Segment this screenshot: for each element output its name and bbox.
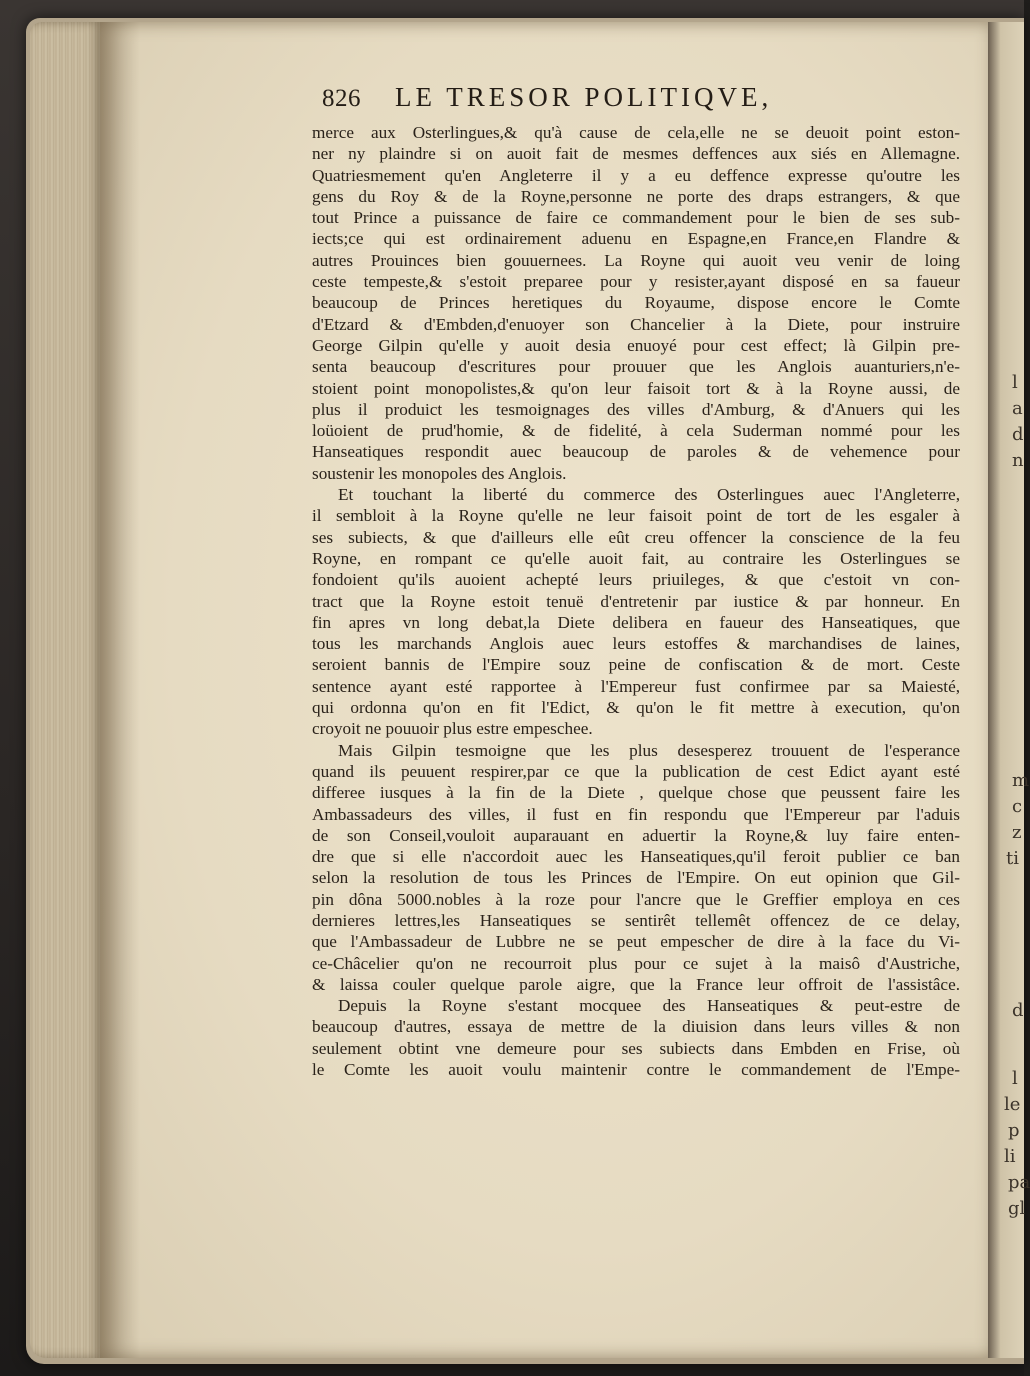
text-line: autres Prouinces bien gouuernees. La Royne qui auoit veu venir de loing (312, 250, 960, 270)
text-line: senta beaucoup d'escritures pour prouuer que les Anglois auanturiers,n'e- (312, 357, 960, 377)
text-line: seulement obtint vne demeure pour ses subiects dans Embden en Frise, où (312, 1038, 960, 1058)
text-line: dernieres lettres,les Hanseatiques se sentirêt tellemêt offencez de ce delay, (312, 910, 960, 930)
text-line: fondoient qu'ils auoient achepté leurs priuileges, & que c'estoit vn con- (312, 570, 960, 590)
facing-page-fragment: c (1012, 796, 1023, 817)
facing-page-fragment: ti (1006, 848, 1019, 869)
text-line: merce aux Osterlingues,& qu'à cause de cela,elle ne se deuoit point eston- (312, 123, 960, 142)
facing-page-fragment: l (1012, 372, 1018, 393)
text-line: Ambassadeurs des villes, il fust en fin respondu que l'Empereur par l'aduis (312, 804, 960, 824)
text-line: differee iusques à la fin de la Diete , quelque chose que peussent faire les (312, 783, 960, 803)
paragraph-start-line: Depuis la Royne s'estant mocquee des Hanseatiques & peut-estre de (338, 996, 960, 1016)
text-line: d'Etzard & d'Embden,d'enuoyer son Chancelier à la Diete, pour instruire (312, 314, 960, 334)
facing-page-fragment: le (1004, 1094, 1021, 1115)
text-line: plus il produict les tesmoignages des villes d'Amburg, & d'Anuers qui les (312, 399, 960, 419)
facing-page-fragment: gl (1008, 1198, 1026, 1219)
page-edges (30, 22, 102, 1358)
text-line: tous les marchands Anglois auec leurs estoffes & marchandises de laines, (312, 634, 960, 654)
page-number: 826 (322, 85, 361, 112)
text-line: & laissa couler quelque parole aigre, que la France leur offroit de l'assistâce. (312, 974, 960, 994)
text-line: tract que la Royne estoit tenuë d'entretenir par iustice & par honneur. En (312, 591, 960, 611)
facing-page-fragment: li (1004, 1146, 1016, 1167)
text-line: gens du Roy & de la Royne,personne ne porte des draps estrangers, & que (312, 186, 960, 206)
text-line: fin apres vn long debat,la Diete delibera en faueur des Hanseatiques, que (312, 612, 960, 632)
text-line: ner ny plaindre si on auoit fait de mesmes deffences aux siés en Allemagne. (312, 144, 960, 164)
running-title: LE TRESOR POLITIQVE, (395, 82, 773, 112)
facing-page-fragment: m (1012, 770, 1030, 791)
page-fold-shadow (100, 22, 140, 1358)
text-line: iects;ce qui est ordinairement aduenu en Espagne,en France,en Flandre & (312, 229, 960, 249)
text-line: ce-Châcelier qu'on ne recourroit plus pour ce sujet à la maisô d'Austriche, (312, 953, 960, 973)
text-line: dre que si elle n'accordoit auec les Hanseatiques,qu'il feroit publier ce ban (312, 847, 960, 867)
text-line: Quatriesmement qu'en Angleterre il y a eu deffence expresse qu'outre les (312, 165, 960, 185)
text-line: soustenir les monopoles des Anglois. (312, 463, 567, 483)
text-line: beaucoup de Princes heretiques du Royaume, dispose encore le Comte (312, 293, 960, 313)
paragraph-start-line: Mais Gilpin tesmoigne que les plus desesperez trouuent de l'esperance (338, 740, 960, 760)
text-line: il sembloit à la Royne qu'elle ne leur faisoit point de tort de les esgaler à (312, 506, 960, 526)
facing-page-fragment: n (1012, 450, 1024, 471)
facing-page-fragment: d (1012, 424, 1024, 445)
facing-page-fragment: d (1012, 1000, 1024, 1021)
paragraph-start-line: Et touchant la liberté du commerce des Osterlingues auec l'Angleterre, (338, 485, 960, 505)
facing-page-fragment: a (1012, 398, 1023, 419)
text-line: sentence ayant esté rapportee à l'Empereur fust confirmee par sa Maiesté, (312, 676, 960, 696)
text-line: tout Prince a puissance de faire ce commandement pour le bien de ses sub- (312, 208, 960, 228)
text-line: loüoient de prud'homie, & de fidelité, à cela Suderman nommé pour les (312, 421, 960, 441)
body-text (312, 122, 960, 1080)
text-line: que l'Ambassadeur de Lubbre ne se peut empescher de dire à la face du Vi- (312, 932, 960, 952)
text-line: Royne, en rompant ce qu'elle auoit fait, au contraire les Osterlingues se (312, 548, 960, 568)
text-line: beaucoup d'autres, essaya de mettre de la diuision dans leurs villes & non (312, 1017, 960, 1037)
text-line: croyoit ne pouuoir plus estre empeschee. (312, 719, 593, 739)
facing-page-fragment: p (1008, 1120, 1020, 1141)
text-line: ses subiects, & que d'ailleurs elle eût creu offencer la conscience de la feu (312, 527, 960, 547)
facing-page-fragment: l (1012, 1068, 1018, 1089)
text-line: pin dôna 5000.nobles à la roze pour l'ancre que le Greffier employa en ces (312, 889, 960, 909)
text-line: seroient bannis de l'Empire souz peine de confiscation & de mort. Ceste (312, 655, 960, 675)
text-line: qui ordonna qu'on en fit l'Edict, & qu'on le fit mettre à execution, qu'on (312, 698, 960, 718)
text-line: Hanseatiques respondit auec beaucoup de paroles & de vehemence pour (312, 442, 960, 462)
facing-page-fragment: z (1012, 822, 1022, 843)
text-line: selon la resolution de tous les Princes de l'Empire. On eut opinion que Gil- (312, 868, 960, 888)
text-line: stoient point monopolistes,& qu'on leur faisoit tort & à la Royne aussi, de (312, 378, 960, 398)
running-head (322, 82, 962, 118)
text-line: le Comte les auoit voulu maintenir contre le commandement de l'Empe- (312, 1060, 960, 1080)
text-line: quand ils peuuent respirer,par ce que la publication de cest Edict ayant esté (312, 761, 960, 781)
text-line: George Gilpin qu'elle y auoit desia enuoyé pour cest effect; là Gilpin pre- (312, 335, 960, 355)
text-line: de son Conseil,vouloit auparauant en aduertir la Royne,& luy faire enten- (312, 825, 960, 845)
facing-page-fragment: pa (1008, 1172, 1030, 1193)
text-line: ceste tempeste,& s'estoit preparee pour y resister,ayant disposé en sa faueur (312, 272, 960, 292)
